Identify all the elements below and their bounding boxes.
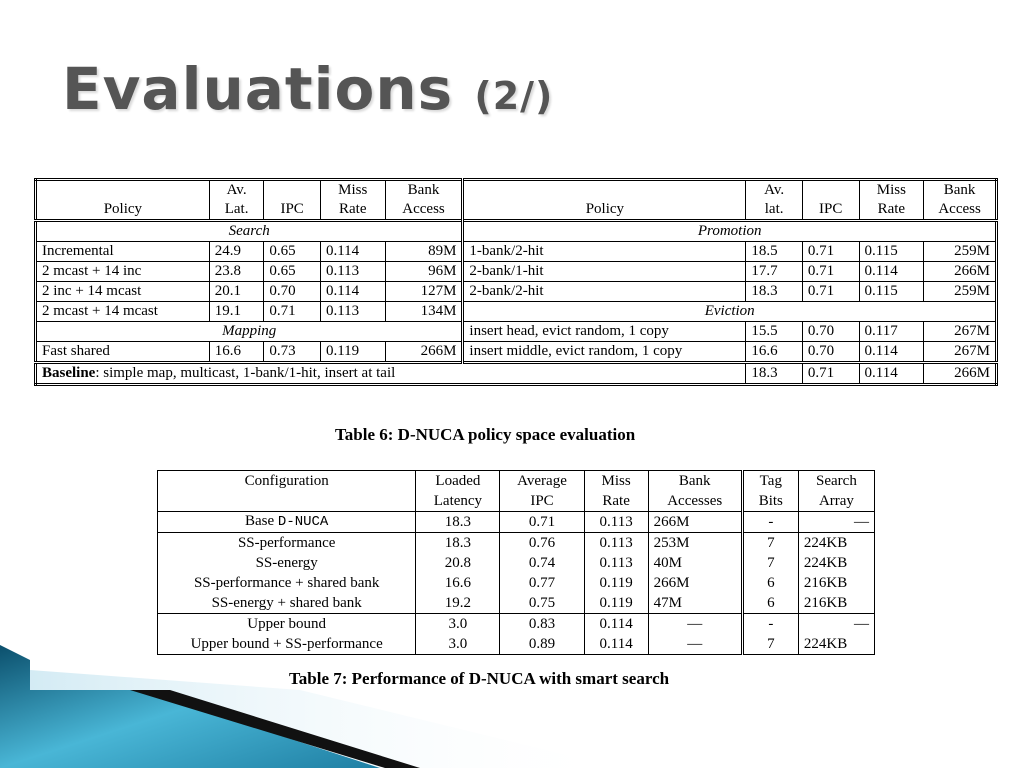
t6-rrow-3-ipc: 0.70 — [802, 322, 859, 342]
t7-row-4-miss: 0.114 — [584, 614, 648, 635]
baseline-text: : simple map, multicast, 1-bank/1-hit, insert at tail — [95, 365, 396, 382]
t7-row-3-bank: 47M — [648, 593, 742, 614]
t6-row-0-miss: 0.114 — [320, 242, 385, 262]
t7-base-tag: - — [742, 512, 798, 533]
t6-col-policy: Policy — [36, 200, 210, 221]
t7-row-3-config: SS-energy + shared bank — [158, 593, 416, 614]
slide-title-text: Evaluations — [62, 55, 454, 123]
t6-rrow-4-bank: 267M — [924, 342, 997, 363]
t6-rrow-4-miss: 0.114 — [859, 342, 924, 363]
t6-row-3-lat: 19.1 — [209, 302, 264, 322]
t6-rrow-2-lat: 18.3 — [746, 282, 803, 302]
t7-col-miss-bottom: Rate — [584, 491, 648, 512]
t6-row-1-ipc: 0.65 — [264, 262, 321, 282]
t7-row-5-miss: 0.114 — [584, 634, 648, 655]
section-search: Search — [36, 221, 463, 242]
t7-row-2-ipc: 0.77 — [500, 573, 584, 593]
t7-row-5-ipc: 0.89 — [500, 634, 584, 655]
t7-row-4-tag: - — [742, 614, 798, 635]
t6-col-miss-bottom: Rate — [320, 200, 385, 221]
t6-rrow-1-policy: 2-bank/1-hit — [463, 262, 746, 282]
baseline-lat: 18.3 — [746, 363, 803, 385]
t6-col-miss-bottom-right: Rate — [859, 200, 924, 221]
t7-row-3-miss: 0.119 — [584, 593, 648, 614]
t7-row-4-array: — — [798, 614, 874, 635]
t6-col-bank-bottom: Access — [385, 200, 463, 221]
t6-col-av-bottom-right: lat. — [746, 200, 803, 221]
t7-row-4-bank: — — [648, 614, 742, 635]
t7-row-5-bank: — — [648, 634, 742, 655]
t7-row-1-config: SS-energy — [158, 553, 416, 573]
t7-col-array-top: Search — [798, 471, 874, 492]
baseline-miss: 0.114 — [859, 363, 924, 385]
baseline-ipc: 0.71 — [802, 363, 859, 385]
t7-row-3-tag: 6 — [742, 593, 798, 614]
t6-col-miss-top: Miss — [320, 180, 385, 201]
t6-rrow-2-ipc: 0.71 — [802, 282, 859, 302]
t7-row-1-miss: 0.113 — [584, 553, 648, 573]
t6-col-bank-top-right: Bank — [924, 180, 997, 201]
t7-row-1-ipc: 0.74 — [500, 553, 584, 573]
t7-col-lat-top: Loaded — [416, 471, 500, 492]
t7-base-lat: 18.3 — [416, 512, 500, 533]
t7-col-miss-top: Miss — [584, 471, 648, 492]
slide-title — [62, 55, 553, 123]
t6-rrow-0-policy: 1-bank/2-hit — [463, 242, 746, 262]
t7-row-5-config: Upper bound + SS-performance — [158, 634, 416, 655]
t6-row-3-bank: 134M — [385, 302, 463, 322]
t7-row-5-array: 224KB — [798, 634, 874, 655]
t6-rrow-2-bank: 259M — [924, 282, 997, 302]
t6-row-4-ipc: 0.73 — [264, 342, 321, 363]
t7-row-1-tag: 7 — [742, 553, 798, 573]
t6-col-bank-bottom-right: Access — [924, 200, 997, 221]
t6-row-2-lat: 20.1 — [209, 282, 264, 302]
t7-row-1-lat: 20.8 — [416, 553, 500, 573]
t6-col-miss-top-right: Miss — [859, 180, 924, 201]
t6-col-av-top: Av. — [209, 180, 264, 201]
slide-title-suffix: (2/) — [474, 74, 554, 118]
t7-row-0-ipc: 0.76 — [500, 533, 584, 554]
t7-row-0-config: SS-performance — [158, 533, 416, 554]
t7-col-tag-bottom: Bits — [742, 491, 798, 512]
t6-rrow-0-ipc: 0.71 — [802, 242, 859, 262]
t7-row-0-lat: 18.3 — [416, 533, 500, 554]
t7-col-config: Configuration — [158, 471, 416, 492]
t6-row-4-miss: 0.119 — [320, 342, 385, 363]
t6-rrow-4-lat: 16.6 — [746, 342, 803, 363]
t6-col-policy-right: Policy — [463, 200, 746, 221]
t6-row-1-lat: 23.8 — [209, 262, 264, 282]
t7-base-array: — — [798, 512, 874, 533]
t7-row-3-ipc: 0.75 — [500, 593, 584, 614]
t6-rrow-3-lat: 15.5 — [746, 322, 803, 342]
t7-row-1-bank: 40M — [648, 553, 742, 573]
t7-row-0-array: 224KB — [798, 533, 874, 554]
smart-search-table — [157, 470, 875, 655]
t6-row-0-policy: Incremental — [36, 242, 210, 262]
t7-row-4-lat: 3.0 — [416, 614, 500, 635]
t6-col-av-bottom: Lat. — [209, 200, 264, 221]
t7-row-2-miss: 0.119 — [584, 573, 648, 593]
t6-rrow-3-miss: 0.117 — [859, 322, 924, 342]
t6-rrow-0-lat: 18.5 — [746, 242, 803, 262]
t7-col-array-bottom: Array — [798, 491, 874, 512]
t6-rrow-1-ipc: 0.71 — [802, 262, 859, 282]
section-mapping: Mapping — [36, 322, 463, 342]
t7-base-ipc: 0.71 — [500, 512, 584, 533]
t7-base-config — [158, 512, 416, 533]
t7-row-2-config: SS-performance + shared bank — [158, 573, 416, 593]
t6-rrow-4-policy: insert middle, evict random, 1 copy — [463, 342, 746, 363]
t6-row-3-ipc: 0.71 — [264, 302, 321, 322]
t6-row-0-ipc: 0.65 — [264, 242, 321, 262]
t7-col-bank-bottom: Accesses — [648, 491, 742, 512]
t6-row-2-miss: 0.114 — [320, 282, 385, 302]
t6-row-1-policy: 2 mcast + 14 inc — [36, 262, 210, 282]
t6-row-2-bank: 127M — [385, 282, 463, 302]
policy-space-table — [34, 178, 998, 386]
t6-rrow-4-ipc: 0.70 — [802, 342, 859, 363]
t7-col-ipc-bottom: IPC — [500, 491, 584, 512]
t7-row-4-config: Upper bound — [158, 614, 416, 635]
t7-row-3-lat: 19.2 — [416, 593, 500, 614]
t6-rrow-1-bank: 266M — [924, 262, 997, 282]
t7-base-prefix: Base — [245, 513, 278, 530]
t6-rrow-3-bank: 267M — [924, 322, 997, 342]
t7-col-bank-top: Bank — [648, 471, 742, 492]
t6-rrow-2-policy: 2-bank/2-hit — [463, 282, 746, 302]
t7-row-2-bank: 266M — [648, 573, 742, 593]
t7-row-0-bank: 253M — [648, 533, 742, 554]
t7-base-miss: 0.113 — [584, 512, 648, 533]
t6-rrow-0-bank: 259M — [924, 242, 997, 262]
t6-row-3-policy: 2 mcast + 14 mcast — [36, 302, 210, 322]
t6-rrow-1-lat: 17.7 — [746, 262, 803, 282]
t6-rrow-3-policy: insert head, evict random, 1 copy — [463, 322, 746, 342]
t7-row-5-tag: 7 — [742, 634, 798, 655]
t6-rrow-2-miss: 0.115 — [859, 282, 924, 302]
t7-row-0-miss: 0.113 — [584, 533, 648, 554]
t7-row-4-ipc: 0.83 — [500, 614, 584, 635]
t6-rrow-1-miss: 0.114 — [859, 262, 924, 282]
t7-col-ipc-top: Average — [500, 471, 584, 492]
t7-row-2-array: 216KB — [798, 573, 874, 593]
t6-row-0-bank: 89M — [385, 242, 463, 262]
slide-decoration — [0, 640, 1024, 768]
t6-row-3-miss: 0.113 — [320, 302, 385, 322]
t6-col-ipc-right: IPC — [802, 200, 859, 221]
section-eviction: Eviction — [463, 302, 997, 322]
baseline-row — [36, 363, 746, 385]
t7-col-lat-bottom: Latency — [416, 491, 500, 512]
t6-row-4-lat: 16.6 — [209, 342, 264, 363]
baseline-label: Baseline — [42, 365, 96, 382]
section-promotion: Promotion — [463, 221, 997, 242]
baseline-bank: 266M — [924, 363, 997, 385]
t7-base-mono: D-NUCA — [277, 514, 329, 531]
t6-row-1-bank: 96M — [385, 262, 463, 282]
t7-row-0-tag: 7 — [742, 533, 798, 554]
table7-caption: Table 7: Performance of D-NUCA with smart search — [289, 669, 670, 688]
t6-row-1-miss: 0.113 — [320, 262, 385, 282]
t7-row-2-lat: 16.6 — [416, 573, 500, 593]
t6-rrow-0-miss: 0.115 — [859, 242, 924, 262]
t7-base-bank: 266M — [648, 512, 742, 533]
t6-row-4-bank: 266M — [385, 342, 463, 363]
t6-col-av-top-right: Av. — [746, 180, 803, 201]
t6-col-ipc: IPC — [264, 200, 321, 221]
t7-row-3-array: 216KB — [798, 593, 874, 614]
table6-caption: Table 6: D-NUCA policy space evaluation — [335, 425, 636, 444]
t6-row-2-policy: 2 inc + 14 mcast — [36, 282, 210, 302]
t7-row-2-tag: 6 — [742, 573, 798, 593]
t6-col-bank-top: Bank — [385, 180, 463, 201]
t7-row-5-lat: 3.0 — [416, 634, 500, 655]
t6-row-2-ipc: 0.70 — [264, 282, 321, 302]
t7-col-tag-top: Tag — [742, 471, 798, 492]
t6-row-0-lat: 24.9 — [209, 242, 264, 262]
t7-row-1-array: 224KB — [798, 553, 874, 573]
t6-row-4-policy: Fast shared — [36, 342, 210, 363]
